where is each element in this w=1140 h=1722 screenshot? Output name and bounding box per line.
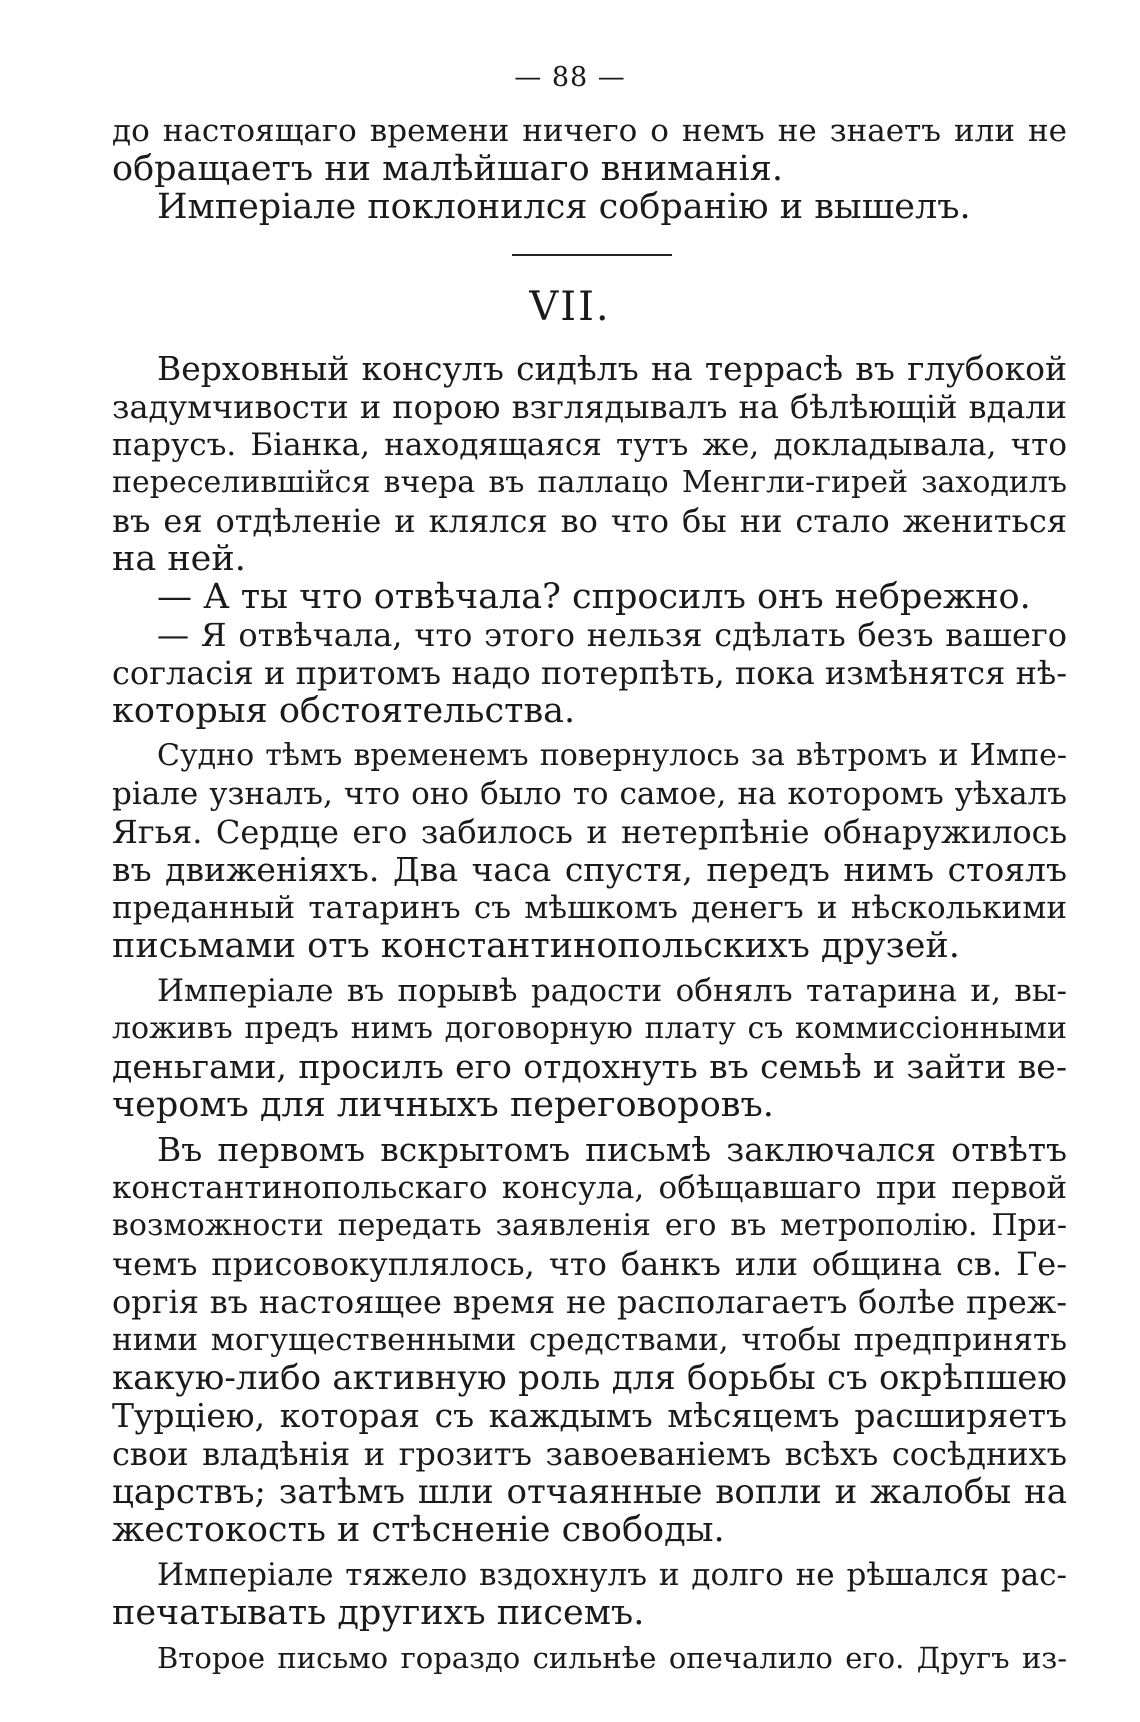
text-line: въ ея отдѣленіе и клялся во что бы ни стало жениться [112, 502, 1067, 540]
text-line: на ней. [112, 539, 246, 579]
chapter-heading: VII. [529, 284, 611, 330]
text-line: письмами отъ константинопольскихъ друзей. [112, 926, 960, 966]
paragraph-gap [112, 730, 1067, 737]
section-separator [512, 254, 672, 256]
text-line: которыя обстоятельства. [112, 691, 576, 731]
text-line: Второе письмо гораздо сильнѣе опечалило его. Другъ из- [157, 1641, 1067, 1675]
paragraph-gap [112, 965, 1067, 972]
paragraph-gap [112, 1549, 1067, 1556]
text-line: Имперіале поклонился собранію и вышелъ. [157, 187, 971, 227]
paragraph-gap [112, 1632, 1067, 1639]
text-line: задумчивости и порою взглядывалъ на бѣлѣющій вдали [112, 388, 1067, 426]
text-line: какую-либо активную роль для борьбы съ окрѣпшею [112, 1358, 1067, 1398]
text-line: черомъ для личныхъ переговоровъ. [112, 1085, 774, 1125]
text-line: до настоящаго времени ничего о немъ не знаетъ или не [112, 113, 1067, 149]
text-line: печатывать другихъ писемъ. [112, 1593, 645, 1633]
text-line: свои владѣнія и грозитъ завоеваніемъ всѣхъ сосѣднихъ [112, 1435, 1067, 1473]
text-line: Въ первомъ вскрытомъ письмѣ заключался отвѣтъ [157, 1130, 1067, 1169]
text-line: переселившійся вчера въ паллацо Менгли-гирей заходилъ [112, 465, 1067, 500]
section-top-text [112, 112, 1067, 226]
text-line: ложивъ предъ нимъ договорную плату съ коммиссіонными [112, 1011, 1067, 1046]
text-line: Имперіале въ порывѣ радости обнялъ татарина и, вы- [157, 973, 1067, 1009]
chapter-body-text [112, 350, 1067, 1677]
text-line: ними могущественными средствами, чтобы предпринять [112, 1322, 1067, 1358]
text-line: оргія въ настоящее время не располагаетъ болѣе преж- [112, 1283, 1067, 1321]
text-line: Верховный консулъ сидѣлъ на террасѣ въ глубокой [157, 349, 1067, 388]
text-line: царствъ; затѣмъ шли отчаянные вопли и жалобы на [112, 1472, 1067, 1512]
text-line: Судно тѣмъ временемъ повернулось за вѣтромъ и Импе- [157, 738, 1067, 773]
page-number: — 88 — [514, 62, 626, 93]
text-line: въ движеніяхъ. Два часа спустя, передъ нимъ стоялъ [112, 850, 1067, 889]
text-line: Ягья. Сердце его забилось и нетерпѣніе обнаружилось [112, 813, 1067, 851]
text-line: парусъ. Біанка, находящаяся тутъ же, докладывала, что [112, 427, 1067, 463]
text-line: возможности передать заявленія его въ метрополію. При- [112, 1208, 1067, 1243]
text-line: константинопольскаго консула, обѣщавшаго при первой [112, 1170, 1067, 1206]
text-line: чемъ присовокуплялось, что банкъ или община св. Ге- [112, 1245, 1067, 1283]
text-line: обращаетъ ни малѣйшаго вниманія. [112, 149, 783, 189]
text-line: Турціею, которая съ каждымъ мѣсяцемъ расширяетъ [112, 1396, 1067, 1435]
text-line: Имперіале тяжело вздохнулъ и долго не рѣшался рас- [157, 1557, 1067, 1593]
text-line: — Я отвѣчала, что этого нельзя сдѣлать безъ вашего [157, 616, 1067, 654]
text-line: согласія и притомъ надо потерпѣть, пока измѣнятся нѣ- [112, 654, 1067, 692]
text-line: — А ты что отвѣчала? спросилъ онъ небрежно. [157, 577, 1031, 617]
text-line: деньгами, просилъ его отдохнуть въ семьѣ и зайти ве- [112, 1047, 1067, 1086]
text-line: жестокость и стѣсненіе свободы. [112, 1510, 725, 1550]
text-line: преданный татаринъ съ мѣшкомъ денегъ и нѣсколькими [112, 890, 1067, 926]
text-line: ріале узналъ, что оно было то самое, на которомъ уѣхалъ [112, 776, 1067, 812]
